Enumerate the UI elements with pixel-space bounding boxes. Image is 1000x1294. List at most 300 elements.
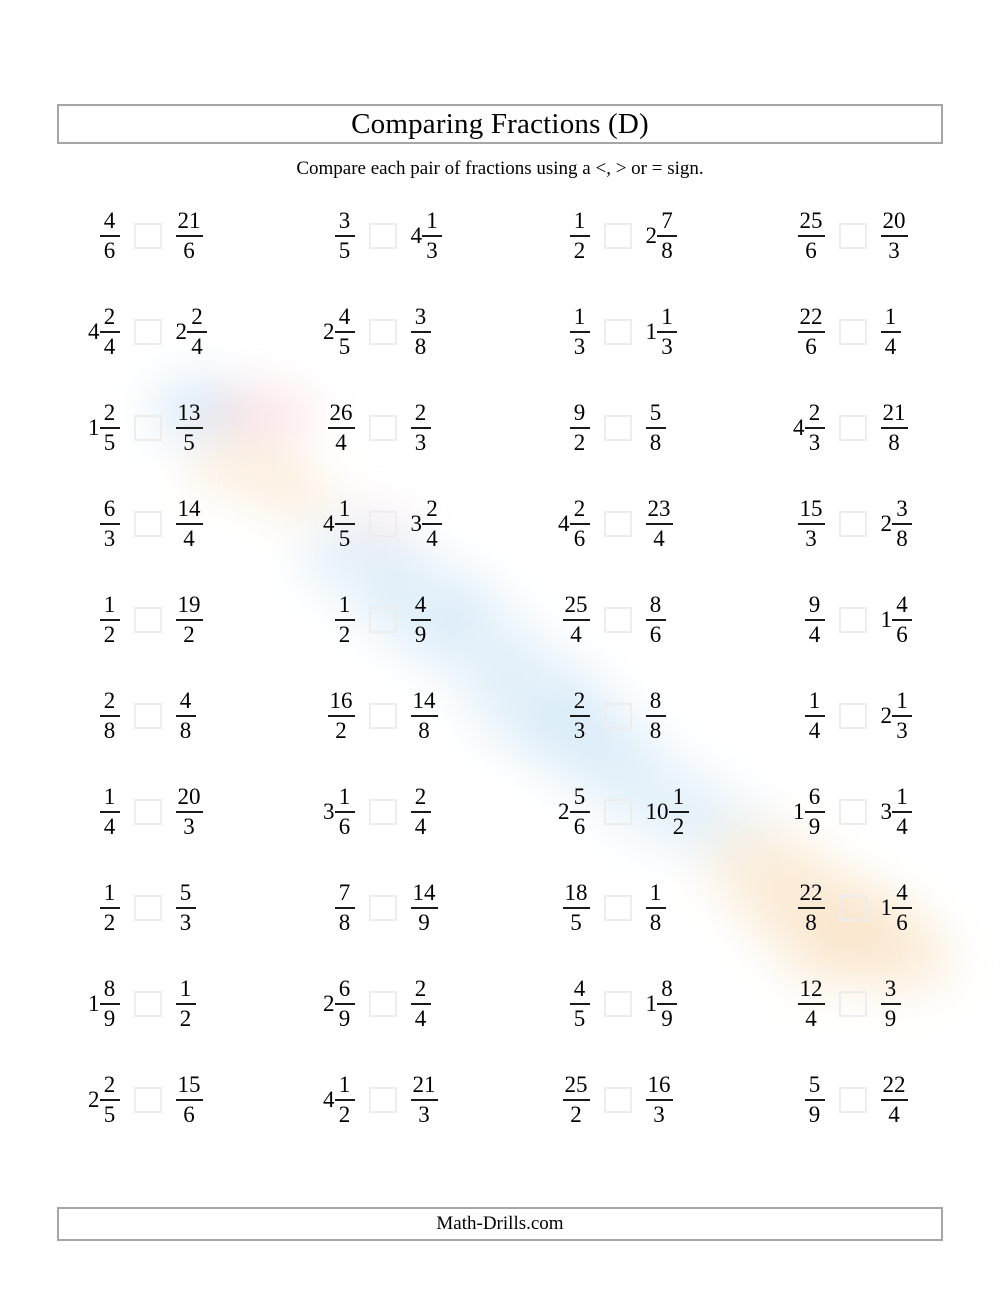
fraction-bar	[411, 907, 438, 909]
problem-cell	[265, 784, 500, 839]
numerator: 6	[338, 976, 351, 1002]
fraction-bar	[805, 1099, 825, 1101]
fraction-bar	[411, 331, 431, 333]
denominator: 8	[103, 717, 116, 743]
fraction	[570, 976, 590, 1031]
denominator: 6	[896, 909, 908, 935]
fraction-bar	[881, 235, 908, 237]
numerator: 18	[564, 880, 588, 906]
denominator: 4	[884, 333, 897, 359]
left-operand	[309, 784, 355, 839]
numerator: 1	[896, 688, 908, 714]
left-fraction	[100, 784, 120, 839]
left-fraction	[570, 304, 590, 359]
comparison-answer-box[interactable]	[369, 991, 397, 1017]
numerator: 2	[808, 400, 821, 426]
problem-cell	[30, 880, 265, 935]
denominator: 4	[808, 717, 821, 743]
right-operand	[881, 208, 927, 263]
comparison-answer-box[interactable]	[134, 703, 162, 729]
left-fraction	[100, 688, 120, 743]
denominator: 6	[805, 237, 817, 263]
fraction	[563, 592, 590, 647]
whole-number: 2	[645, 223, 657, 248]
numerator: 20	[177, 784, 201, 810]
fraction	[805, 400, 825, 455]
right-fraction	[176, 880, 196, 935]
denominator: 2	[672, 813, 685, 839]
right-fraction	[411, 496, 443, 551]
right-operand	[881, 784, 927, 839]
left-fraction	[88, 976, 120, 1031]
denominator: 9	[884, 1005, 897, 1031]
whole-number: 3	[410, 511, 422, 536]
left-fraction	[323, 1072, 355, 1127]
numerator: 4	[179, 688, 192, 714]
numerator: 14	[177, 496, 201, 522]
fraction-bar	[657, 1003, 677, 1005]
left-operand	[309, 208, 355, 263]
numerator: 8	[649, 592, 662, 618]
fraction	[100, 304, 120, 359]
left-fraction	[323, 496, 355, 551]
right-operand	[411, 592, 457, 647]
comparison-answer-box[interactable]	[369, 223, 397, 249]
problem-cell	[500, 688, 735, 743]
denominator: 6	[103, 237, 116, 263]
fraction	[328, 400, 355, 455]
numerator: 2	[103, 1072, 116, 1098]
comparison-answer-box[interactable]	[839, 703, 867, 729]
left-operand	[779, 496, 825, 551]
numerator: 4	[573, 976, 586, 1002]
left-fraction	[323, 976, 355, 1031]
right-operand	[881, 688, 927, 743]
left-operand	[779, 304, 825, 359]
fraction	[881, 304, 901, 359]
problem-cell	[30, 784, 265, 839]
comparison-answer-box[interactable]	[369, 895, 397, 921]
left-fraction	[335, 880, 355, 935]
problem-cell	[735, 784, 970, 839]
right-operand	[646, 976, 692, 1031]
problem-cell	[30, 208, 265, 263]
fraction-bar	[570, 235, 590, 237]
denominator: 8	[661, 237, 673, 263]
numerator: 7	[338, 880, 351, 906]
comparison-answer-box[interactable]	[839, 1087, 867, 1113]
problem-cell	[500, 400, 735, 455]
numerator: 1	[179, 976, 192, 1002]
problem-row	[30, 860, 970, 956]
right-operand	[411, 688, 457, 743]
comparison-answer-box[interactable]	[369, 799, 397, 825]
comparison-answer-box[interactable]	[134, 1087, 162, 1113]
denominator: 4	[103, 333, 116, 359]
fraction	[570, 784, 590, 839]
fraction-bar	[798, 331, 825, 333]
fraction	[805, 592, 825, 647]
fraction	[411, 304, 431, 359]
denominator: 3	[805, 525, 817, 551]
comparison-answer-box[interactable]	[134, 607, 162, 633]
problem-cell	[500, 784, 735, 839]
left-fraction	[798, 304, 825, 359]
denominator: 3	[414, 429, 427, 455]
fraction-bar	[805, 811, 825, 813]
denominator: 2	[335, 717, 347, 743]
denominator: 4	[103, 813, 116, 839]
fraction	[570, 400, 590, 455]
right-fraction	[176, 304, 208, 359]
comparison-answer-box[interactable]	[369, 511, 397, 537]
denominator: 9	[808, 813, 821, 839]
left-operand	[74, 208, 120, 263]
problem-cell	[265, 688, 500, 743]
right-fraction	[646, 784, 689, 839]
right-fraction	[881, 784, 913, 839]
denominator: 4	[426, 525, 438, 551]
problem-row	[30, 284, 970, 380]
fraction-bar	[570, 811, 590, 813]
numerator: 1	[103, 880, 116, 906]
left-operand	[309, 592, 355, 647]
fraction-bar	[646, 715, 666, 717]
right-operand	[411, 208, 457, 263]
right-operand	[411, 1072, 457, 1127]
left-fraction	[328, 688, 355, 743]
fraction-bar	[328, 715, 355, 717]
right-operand	[176, 592, 222, 647]
denominator: 4	[653, 525, 665, 551]
left-fraction	[558, 784, 590, 839]
denominator: 3	[808, 429, 821, 455]
comparison-answer-box[interactable]	[604, 895, 632, 921]
left-operand	[74, 976, 120, 1031]
fraction	[646, 688, 666, 743]
problem-cell	[265, 1072, 500, 1127]
denominator: 8	[896, 525, 908, 551]
whole-number: 2	[880, 511, 892, 536]
denominator: 2	[338, 621, 351, 647]
fraction	[570, 304, 590, 359]
right-operand	[646, 496, 692, 551]
denominator: 4	[808, 621, 821, 647]
comparison-answer-box[interactable]	[134, 415, 162, 441]
denominator: 9	[418, 909, 430, 935]
comparison-answer-box[interactable]	[369, 415, 397, 441]
fraction-bar	[646, 1099, 673, 1101]
comparison-answer-box[interactable]	[839, 607, 867, 633]
right-operand	[881, 304, 927, 359]
numerator: 9	[573, 400, 586, 426]
left-fraction	[563, 592, 590, 647]
problem-grid	[30, 188, 970, 1148]
fraction-bar	[570, 715, 590, 717]
comparison-answer-box[interactable]	[604, 703, 632, 729]
fraction	[798, 976, 825, 1031]
comparison-answer-box[interactable]	[604, 991, 632, 1017]
right-operand	[176, 496, 222, 551]
comparison-answer-box[interactable]	[604, 511, 632, 537]
fraction-bar	[176, 619, 203, 621]
problem-cell	[735, 496, 970, 551]
left-fraction	[100, 208, 120, 263]
right-fraction	[646, 208, 678, 263]
fraction-bar	[100, 715, 120, 717]
denominator: 2	[103, 909, 116, 935]
fraction	[335, 208, 355, 263]
comparison-answer-box[interactable]	[839, 319, 867, 345]
numerator: 21	[177, 208, 201, 234]
numerator: 3	[338, 208, 351, 234]
numerator: 12	[799, 976, 823, 1002]
denominator: 6	[573, 525, 586, 551]
fraction	[422, 496, 442, 551]
comparison-answer-box[interactable]	[604, 319, 632, 345]
numerator: 2	[103, 304, 116, 330]
fraction-bar	[563, 1099, 590, 1101]
denominator: 2	[573, 237, 586, 263]
denominator: 8	[414, 333, 427, 359]
denominator: 5	[183, 429, 195, 455]
fraction-bar	[881, 1099, 908, 1101]
fraction-bar	[335, 1003, 355, 1005]
left-operand	[544, 880, 590, 935]
fraction-bar	[892, 619, 912, 621]
fraction	[176, 784, 203, 839]
right-fraction	[646, 1072, 673, 1127]
fraction-bar	[100, 331, 120, 333]
problem-cell	[735, 1072, 970, 1127]
title-box	[57, 104, 943, 144]
numerator: 15	[799, 496, 823, 522]
fraction	[411, 688, 438, 743]
left-operand	[544, 400, 590, 455]
fraction	[411, 976, 431, 1031]
fraction	[100, 1072, 120, 1127]
fraction-bar	[328, 427, 355, 429]
fraction-bar	[100, 811, 120, 813]
left-fraction	[798, 208, 825, 263]
comparison-answer-box[interactable]	[369, 607, 397, 633]
left-operand	[309, 400, 355, 455]
problem-row	[30, 188, 970, 284]
numerator: 1	[649, 880, 662, 906]
whole-number: 2	[558, 799, 570, 824]
denominator: 3	[661, 333, 673, 359]
fraction-bar	[100, 907, 120, 909]
fraction-bar	[335, 811, 355, 813]
page-title: Comparing Fractions (D)	[351, 107, 649, 140]
fraction-bar	[798, 235, 825, 237]
right-fraction	[411, 592, 431, 647]
left-fraction	[88, 400, 120, 455]
fraction	[100, 592, 120, 647]
left-fraction	[798, 880, 825, 935]
problem-cell	[265, 976, 500, 1031]
fraction-bar	[798, 1003, 825, 1005]
right-fraction	[881, 496, 913, 551]
right-fraction	[411, 688, 438, 743]
numerator: 2	[414, 976, 427, 1002]
numerator: 14	[412, 688, 436, 714]
fraction-bar	[335, 619, 355, 621]
denominator: 3	[653, 1101, 665, 1127]
problem-cell	[30, 304, 265, 359]
denominator: 3	[103, 525, 116, 551]
comparison-answer-box[interactable]	[369, 319, 397, 345]
right-operand	[646, 784, 692, 839]
denominator: 9	[414, 621, 427, 647]
numerator: 3	[884, 976, 897, 1002]
instructions-text: Compare each pair of fractions using a <, > or = sign.	[296, 158, 704, 179]
comparison-answer-box[interactable]	[839, 895, 867, 921]
numerator: 21	[412, 1072, 436, 1098]
left-fraction	[570, 208, 590, 263]
comparison-answer-box[interactable]	[134, 799, 162, 825]
fraction	[176, 1072, 203, 1127]
right-fraction	[411, 784, 431, 839]
left-fraction	[323, 784, 355, 839]
fraction-bar	[798, 907, 825, 909]
numerator: 1	[884, 304, 897, 330]
comparison-answer-box[interactable]	[839, 799, 867, 825]
numerator: 4	[103, 208, 116, 234]
denominator: 5	[570, 909, 582, 935]
fraction-bar	[100, 1003, 120, 1005]
right-operand	[646, 592, 692, 647]
numerator: 4	[896, 880, 908, 906]
numerator: 8	[649, 688, 662, 714]
left-fraction	[328, 400, 355, 455]
numerator: 1	[338, 1072, 351, 1098]
comparison-answer-box[interactable]	[839, 511, 867, 537]
problem-row	[30, 476, 970, 572]
comparison-answer-box[interactable]	[604, 607, 632, 633]
denominator: 3	[573, 717, 586, 743]
comparison-answer-box[interactable]	[134, 223, 162, 249]
whole-number: 4	[558, 511, 570, 536]
fraction	[646, 880, 666, 935]
comparison-answer-box[interactable]	[134, 511, 162, 537]
numerator: 1	[573, 208, 586, 234]
right-fraction	[176, 592, 203, 647]
fraction	[646, 400, 666, 455]
denominator: 6	[338, 813, 351, 839]
problem-cell	[30, 1072, 265, 1127]
fraction-bar	[892, 715, 912, 717]
fraction	[892, 592, 912, 647]
right-fraction	[411, 208, 443, 263]
fraction-bar	[176, 907, 196, 909]
fraction-bar	[176, 811, 203, 813]
numerator: 22	[799, 880, 823, 906]
problem-cell	[265, 208, 500, 263]
fraction	[422, 208, 442, 263]
whole-number: 4	[323, 1087, 335, 1112]
comparison-answer-box[interactable]	[604, 415, 632, 441]
fraction-bar	[669, 811, 689, 813]
comparison-answer-box[interactable]	[604, 1087, 632, 1113]
whole-number: 2	[175, 319, 187, 344]
numerator: 2	[414, 784, 427, 810]
comparison-answer-box[interactable]	[604, 223, 632, 249]
fraction-bar	[422, 235, 442, 237]
whole-number: 1	[88, 415, 100, 440]
denominator: 6	[805, 333, 817, 359]
right-fraction	[176, 400, 203, 455]
fraction	[798, 496, 825, 551]
numerator: 22	[799, 304, 823, 330]
numerator: 16	[329, 688, 353, 714]
left-operand	[544, 784, 590, 839]
comparison-answer-box[interactable]	[369, 703, 397, 729]
problem-cell	[30, 976, 265, 1031]
fraction	[892, 688, 912, 743]
numerator: 25	[799, 208, 823, 234]
problem-cell	[500, 208, 735, 263]
left-operand	[309, 496, 355, 551]
comparison-answer-box[interactable]	[604, 799, 632, 825]
numerator: 16	[647, 1072, 671, 1098]
comparison-answer-box[interactable]	[369, 1087, 397, 1113]
comparison-answer-box[interactable]	[134, 319, 162, 345]
left-operand	[309, 880, 355, 935]
fraction-bar	[570, 427, 590, 429]
denominator: 3	[888, 237, 900, 263]
fraction	[892, 496, 912, 551]
numerator: 2	[414, 400, 427, 426]
right-fraction	[411, 1072, 438, 1127]
left-fraction	[793, 400, 825, 455]
fraction	[669, 784, 689, 839]
numerator: 2	[573, 688, 586, 714]
problem-cell	[735, 592, 970, 647]
fraction-bar	[563, 619, 590, 621]
right-fraction	[176, 688, 196, 743]
right-fraction	[646, 496, 673, 551]
numerator: 3	[896, 496, 908, 522]
comparison-answer-box[interactable]	[839, 223, 867, 249]
denominator: 4	[414, 813, 427, 839]
right-operand	[411, 304, 457, 359]
numerator: 1	[338, 496, 351, 522]
right-fraction	[646, 880, 666, 935]
left-fraction	[570, 976, 590, 1031]
whole-number: 1	[645, 991, 657, 1016]
comparison-answer-box[interactable]	[134, 895, 162, 921]
fraction	[100, 688, 120, 743]
denominator: 2	[338, 1101, 351, 1127]
comparison-answer-box[interactable]	[839, 415, 867, 441]
right-operand	[646, 1072, 692, 1127]
numerator: 4	[896, 592, 908, 618]
fraction	[176, 592, 203, 647]
whole-number: 1	[880, 895, 892, 920]
fraction	[570, 208, 590, 263]
fraction	[100, 976, 120, 1031]
comparison-answer-box[interactable]	[839, 991, 867, 1017]
left-operand	[74, 880, 120, 935]
fraction	[892, 880, 912, 935]
numerator: 5	[573, 784, 586, 810]
fraction	[798, 880, 825, 935]
left-operand	[74, 688, 120, 743]
footer-box	[57, 1207, 943, 1241]
whole-number: 3	[880, 799, 892, 824]
comparison-answer-box[interactable]	[134, 991, 162, 1017]
